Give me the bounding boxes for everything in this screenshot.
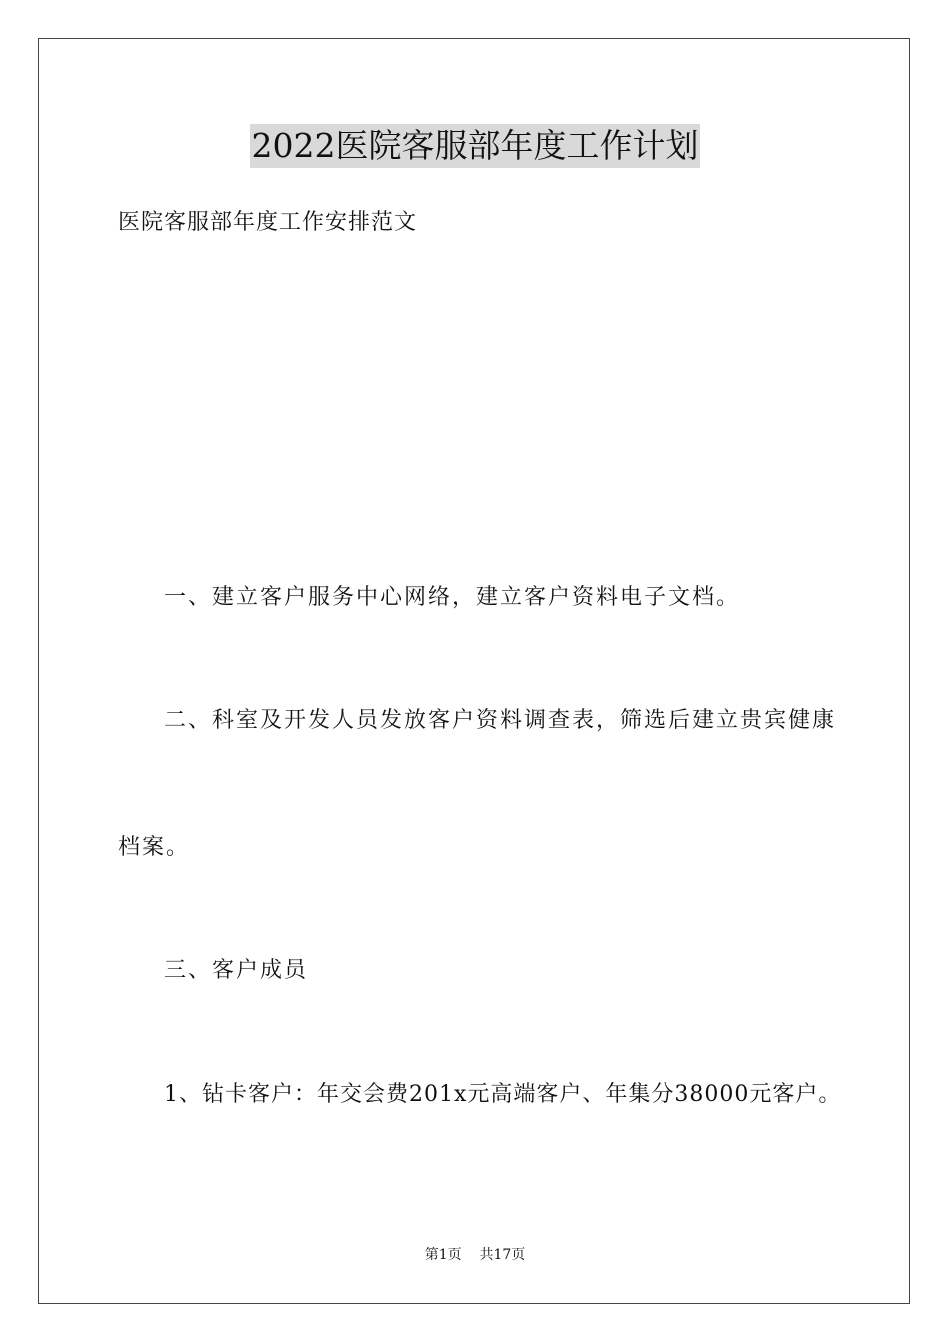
title-container bbox=[0, 124, 950, 168]
page-footer bbox=[0, 1246, 950, 1264]
page-total: 共17页 bbox=[479, 1247, 526, 1263]
document-subtitle: 医院客服部年度工作安排范文 bbox=[118, 210, 418, 235]
paragraph-3: 三、客户成员 bbox=[164, 958, 309, 983]
paragraph-4: 1、钻卡客户：年交会费201x元高端客户、年集分38000元客户。 bbox=[164, 1082, 842, 1107]
document-title: 2022医院客服部年度工作计划 bbox=[250, 124, 701, 168]
page-number: 第1页 bbox=[424, 1247, 462, 1263]
paragraph-2: 二、科室及开发人员发放客户资料调查表，筛选后建立贵宾健康 bbox=[164, 708, 837, 733]
paragraph-2-continued: 档案。 bbox=[118, 835, 191, 860]
paragraph-1: 一、建立客户服务中心网络，建立客户资料电子文档。 bbox=[164, 585, 741, 610]
